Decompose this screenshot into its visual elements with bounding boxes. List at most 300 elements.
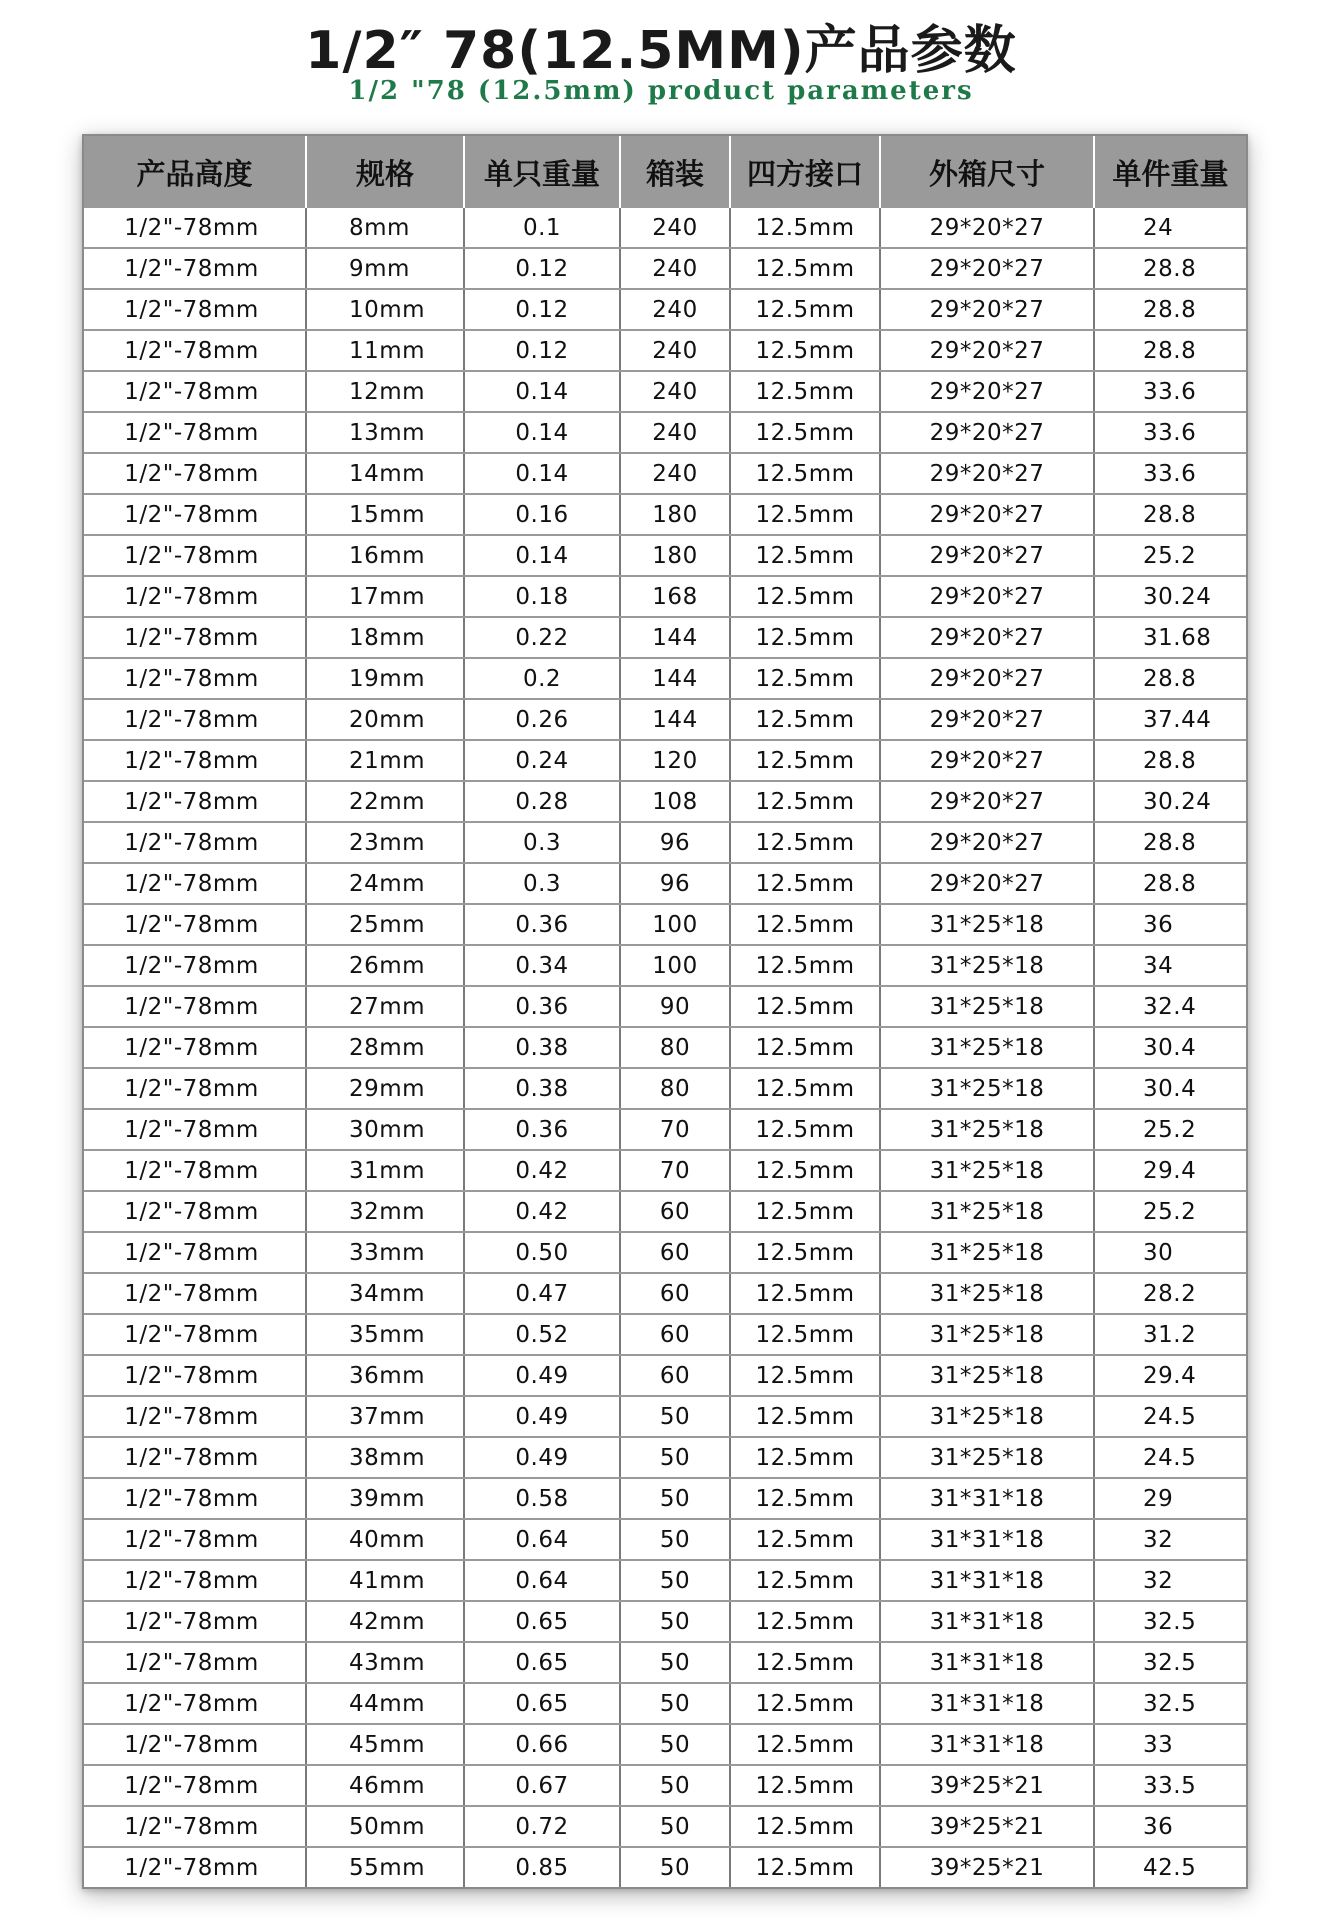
table-row: [84, 986, 1246, 1027]
carton-weight-cell: 30.24: [1094, 576, 1246, 617]
table-row: [84, 1642, 1246, 1683]
size-cell: 18mm: [306, 617, 464, 658]
carton-size-cell: 31*31*18: [880, 1683, 1094, 1724]
carton-weight-cell: 29: [1094, 1478, 1246, 1519]
product-height-cell: 1/2"-78mm: [84, 1560, 306, 1601]
table-row: [84, 248, 1246, 289]
size-cell: 28mm: [306, 1027, 464, 1068]
unit-weight-cell: 0.24: [464, 740, 620, 781]
square-drive-cell: 12.5mm: [730, 658, 880, 699]
unit-weight-cell: 0.14: [464, 535, 620, 576]
square-drive-cell: 12.5mm: [730, 1109, 880, 1150]
square-drive-cell: 12.5mm: [730, 1724, 880, 1765]
square-drive-cell: 12.5mm: [730, 371, 880, 412]
box-qty-cell: 70: [620, 1109, 730, 1150]
box-qty-cell: 240: [620, 371, 730, 412]
square-drive-cell: 12.5mm: [730, 1806, 880, 1847]
product-height-cell: 1/2"-78mm: [84, 1273, 306, 1314]
carton-weight-cell: 30.4: [1094, 1027, 1246, 1068]
table-row: [84, 1150, 1246, 1191]
product-height-cell: 1/2"-78mm: [84, 617, 306, 658]
carton-size-cell: 31*25*18: [880, 1314, 1094, 1355]
size-cell: 31mm: [306, 1150, 464, 1191]
unit-weight-cell: 0.28: [464, 781, 620, 822]
unit-weight-cell: 0.14: [464, 371, 620, 412]
size-cell: 34mm: [306, 1273, 464, 1314]
carton-weight-cell: 42.5: [1143, 1854, 1197, 1881]
square-drive-cell: 12.5mm: [730, 1355, 880, 1396]
carton-size-cell: 31*31*18: [880, 1601, 1094, 1642]
carton-size-cell: 31*25*18: [880, 1273, 1094, 1314]
square-drive-cell: 12.5mm: [730, 1068, 880, 1109]
size-cell: 10mm: [306, 289, 464, 330]
box-qty-cell: 240: [620, 330, 730, 371]
size-cell: 15mm: [306, 494, 464, 535]
unit-weight-cell: 0.34: [464, 945, 620, 986]
size-cell: 13mm: [306, 412, 464, 453]
column-header-carton-weight: 单件重量: [1094, 136, 1246, 208]
product-height-cell: 1/2"-78mm: [84, 1150, 306, 1191]
size-cell: 21mm: [306, 740, 464, 781]
box-qty-cell: 240: [620, 412, 730, 453]
carton-size-cell: 29*20*27: [880, 781, 1094, 822]
carton-size-cell: 29*20*27: [880, 822, 1094, 863]
table-row: [84, 740, 1246, 781]
unit-weight-cell: 0.16: [464, 494, 620, 535]
table-row: [84, 453, 1246, 494]
product-height-cell: 1/2"-78mm: [84, 1314, 306, 1355]
unit-weight-cell: 0.72: [464, 1806, 620, 1847]
carton-size-cell: 31*31*18: [880, 1560, 1094, 1601]
carton-weight-cell: 37.44: [1094, 699, 1246, 740]
table-row: [84, 1478, 1246, 1519]
box-qty-cell: 240: [620, 289, 730, 330]
box-qty-cell: 50: [620, 1478, 730, 1519]
product-height-cell: 1/2"-78mm: [84, 1765, 306, 1806]
box-qty-cell: 240: [620, 208, 730, 248]
box-qty-cell: 60: [620, 1232, 730, 1273]
size-cell: 25mm: [306, 904, 464, 945]
box-qty-cell: 240: [620, 248, 730, 289]
unit-weight-cell: 0.26: [464, 699, 620, 740]
parameters-table: [84, 136, 1246, 1887]
square-drive-cell: 12.5mm: [730, 289, 880, 330]
square-drive-cell: 12.5mm: [730, 699, 880, 740]
square-drive-cell: 12.5mm: [730, 904, 880, 945]
box-qty-cell: 60: [620, 1314, 730, 1355]
carton-weight-cell: 30.24: [1094, 781, 1246, 822]
product-height-cell: 1/2"-78mm: [84, 699, 306, 740]
square-drive-cell: 12.5mm: [730, 1847, 880, 1887]
box-qty-cell: 50: [620, 1724, 730, 1765]
carton-weight-cell: 24: [1094, 208, 1246, 248]
carton-size-cell: 39*25*21: [880, 1847, 1094, 1887]
unit-weight-cell: 0.47: [464, 1273, 620, 1314]
carton-weight-cell: 32.5: [1094, 1642, 1246, 1683]
product-height-cell: 1/2"-78mm: [84, 1027, 306, 1068]
box-qty-cell: 80: [620, 1027, 730, 1068]
carton-size-cell: 31*25*18: [880, 1027, 1094, 1068]
table-header-row: [84, 136, 1246, 208]
carton-weight-cell: 36: [1094, 904, 1246, 945]
product-height-cell: 1/2"-78mm: [84, 1519, 306, 1560]
table-row: [84, 699, 1246, 740]
carton-size-cell: 31*25*18: [880, 1191, 1094, 1232]
table-row: [84, 822, 1246, 863]
product-height-cell: 1/2"-78mm: [84, 1724, 306, 1765]
table-row: [84, 494, 1246, 535]
carton-weight-cell: 28.8: [1094, 740, 1246, 781]
square-drive-cell: 12.5mm: [730, 1273, 880, 1314]
unit-weight-cell: 0.3: [464, 822, 620, 863]
box-qty-cell: 240: [620, 453, 730, 494]
box-qty-cell: 60: [620, 1191, 730, 1232]
unit-weight-cell: 0.49: [464, 1355, 620, 1396]
square-drive-cell: 12.5mm: [730, 1191, 880, 1232]
table-row: [84, 1765, 1246, 1806]
product-height-cell: 1/2"-78mm: [84, 412, 306, 453]
page-subtitle: 1/2 "78 (12.5mm) product parameters: [348, 76, 974, 106]
box-qty-cell: 70: [620, 1150, 730, 1191]
box-qty-cell: 180: [620, 535, 730, 576]
size-cell: 12mm: [306, 371, 464, 412]
carton-weight-cell: 33.6: [1094, 453, 1246, 494]
carton-weight-cell: 33.6: [1094, 412, 1246, 453]
unit-weight-cell: 0.64: [464, 1560, 620, 1601]
size-cell: 46mm: [306, 1765, 464, 1806]
square-drive-cell: 12.5mm: [730, 453, 880, 494]
product-height-cell: 1/2"-78mm: [84, 863, 306, 904]
carton-size-cell: 31*25*18: [880, 986, 1094, 1027]
unit-weight-cell: 0.85: [464, 1847, 620, 1887]
carton-weight-cell: 32.5: [1094, 1683, 1246, 1724]
product-height-cell: 1/2"-78mm: [84, 1683, 306, 1724]
product-height-cell: 1/2"-78mm: [84, 535, 306, 576]
size-cell: 35mm: [306, 1314, 464, 1355]
carton-size-cell: 29*20*27: [880, 617, 1094, 658]
carton-size-cell: 29*20*27: [880, 453, 1094, 494]
unit-weight-cell: 0.65: [464, 1601, 620, 1642]
box-qty-cell: 144: [620, 658, 730, 699]
product-height-cell: 1/2"-78mm: [84, 248, 306, 289]
carton-size-cell: 31*31*18: [880, 1519, 1094, 1560]
size-cell: 14mm: [306, 453, 464, 494]
box-qty-cell: 50: [620, 1396, 730, 1437]
size-cell: 43mm: [306, 1642, 464, 1683]
carton-size-cell: 29*20*27: [880, 658, 1094, 699]
unit-weight-cell: 0.36: [464, 1109, 620, 1150]
product-height-cell: 1/2"-78mm: [84, 1396, 306, 1437]
box-qty-cell: 50: [620, 1683, 730, 1724]
box-qty-cell: 50: [620, 1806, 730, 1847]
unit-weight-cell: 0.38: [464, 1027, 620, 1068]
box-qty-cell: 180: [620, 494, 730, 535]
square-drive-cell: 12.5mm: [730, 1232, 880, 1273]
table-row: [84, 1396, 1246, 1437]
box-qty-cell: 96: [620, 822, 730, 863]
unit-weight-cell: 0.49: [464, 1437, 620, 1478]
size-cell: 39mm: [306, 1478, 464, 1519]
carton-weight-cell: 32: [1094, 1560, 1246, 1601]
unit-weight-cell: 0.65: [464, 1642, 620, 1683]
carton-weight-cell: 32: [1094, 1519, 1246, 1560]
box-qty-cell: 50: [620, 1437, 730, 1478]
table-body: [84, 208, 1246, 1887]
carton-size-cell: 39*25*21: [880, 1806, 1094, 1847]
table-row: [84, 330, 1246, 371]
size-cell: 30mm: [306, 1109, 464, 1150]
unit-weight-cell: 0.2: [464, 658, 620, 699]
unit-weight-cell: 0.1: [464, 208, 620, 248]
carton-size-cell: 29*20*27: [880, 208, 1094, 248]
unit-weight-cell: 0.64: [464, 1519, 620, 1560]
parameters-table-container: [82, 134, 1248, 1889]
table-row: [84, 1724, 1246, 1765]
table-row: [84, 1601, 1246, 1642]
carton-weight-cell: 33: [1094, 1724, 1246, 1765]
square-drive-cell: 12.5mm: [730, 576, 880, 617]
carton-weight-cell: 34: [1094, 945, 1246, 986]
carton-weight-cell: 24.5: [1094, 1396, 1246, 1437]
square-drive-cell: 12.5mm: [730, 535, 880, 576]
square-drive-cell: 12.5mm: [730, 986, 880, 1027]
carton-weight-cell: 31.68: [1094, 617, 1246, 658]
carton-weight-cell: 28.8: [1094, 248, 1246, 289]
carton-weight-cell: 28.8: [1094, 822, 1246, 863]
carton-weight-cell: 28.8: [1094, 863, 1246, 904]
unit-weight-cell: 0.67: [464, 1765, 620, 1806]
size-cell: 19mm: [306, 658, 464, 699]
box-qty-cell: 96: [620, 863, 730, 904]
product-height-cell: 1/2"-78mm: [84, 740, 306, 781]
size-cell: 38mm: [306, 1437, 464, 1478]
product-height-cell: 1/2"-78mm: [84, 822, 306, 863]
table-row: [84, 781, 1246, 822]
carton-weight-cell: 24.5: [1094, 1437, 1246, 1478]
size-cell: 26mm: [306, 945, 464, 986]
square-drive-cell: 12.5mm: [730, 330, 880, 371]
table-row: [84, 1683, 1246, 1724]
square-drive-cell: 12.5mm: [730, 1560, 880, 1601]
table-row: [84, 1027, 1246, 1068]
square-drive-cell: 12.5mm: [730, 1478, 880, 1519]
unit-weight-cell: 0.50: [464, 1232, 620, 1273]
size-cell: 41mm: [306, 1560, 464, 1601]
carton-weight-cell: 25.2: [1094, 1191, 1246, 1232]
square-drive-cell: 12.5mm: [730, 1642, 880, 1683]
carton-weight-cell: 28.8: [1094, 289, 1246, 330]
product-height-cell: 1/2"-78mm: [84, 1478, 306, 1519]
size-cell: 32mm: [306, 1191, 464, 1232]
unit-weight-cell: 0.38: [464, 1068, 620, 1109]
product-height-cell: 1/2"-78mm: [84, 1806, 306, 1847]
carton-weight-cell: 30: [1094, 1232, 1246, 1273]
table-row: [84, 945, 1246, 986]
table-row: [84, 1314, 1246, 1355]
carton-weight-cell: 28.2: [1094, 1273, 1246, 1314]
unit-weight-cell: 0.58: [464, 1478, 620, 1519]
carton-weight-cell: 28.8: [1094, 330, 1246, 371]
unit-weight-cell: 0.36: [464, 986, 620, 1027]
table-row: [84, 535, 1246, 576]
column-header-square-drive: 四方接口: [730, 136, 880, 208]
table-row: [84, 1068, 1246, 1109]
carton-weight-cell: 31.2: [1094, 1314, 1246, 1355]
square-drive-cell: 12.5mm: [730, 1519, 880, 1560]
carton-size-cell: 29*20*27: [880, 371, 1094, 412]
box-qty-cell: 100: [620, 945, 730, 986]
size-cell: 40mm: [306, 1519, 464, 1560]
table-row: [84, 617, 1246, 658]
size-cell: 42mm: [306, 1601, 464, 1642]
column-header-carton-size: 外箱尺寸: [880, 136, 1094, 208]
square-drive-cell: 12.5mm: [730, 863, 880, 904]
box-qty-cell: 100: [620, 904, 730, 945]
unit-weight-cell: 0.66: [464, 1724, 620, 1765]
box-qty-cell: 50: [620, 1601, 730, 1642]
product-height-cell: 1/2"-78mm: [84, 371, 306, 412]
carton-size-cell: 31*25*18: [880, 1437, 1094, 1478]
unit-weight-cell: 0.14: [464, 412, 620, 453]
product-height-cell: 1/2"-78mm: [84, 945, 306, 986]
carton-size-cell: 31*25*18: [880, 904, 1094, 945]
size-cell: 22mm: [306, 781, 464, 822]
column-header-size: 规格: [306, 136, 464, 208]
square-drive-cell: 12.5mm: [730, 1601, 880, 1642]
carton-size-cell: 29*20*27: [880, 248, 1094, 289]
box-qty-cell: 168: [620, 576, 730, 617]
product-height-cell: 1/2"-78mm: [84, 289, 306, 330]
carton-size-cell: 39*25*21: [880, 1765, 1094, 1806]
table-row: [84, 1806, 1246, 1847]
size-cell: 20mm: [306, 699, 464, 740]
unit-weight-cell: 0.22: [464, 617, 620, 658]
box-qty-cell: 80: [620, 1068, 730, 1109]
box-qty-cell: 60: [620, 1355, 730, 1396]
size-cell: 45mm: [306, 1724, 464, 1765]
square-drive-cell: 12.5mm: [730, 248, 880, 289]
square-drive-cell: 12.5mm: [730, 1683, 880, 1724]
carton-size-cell: 29*20*27: [880, 494, 1094, 535]
product-height-cell: 1/2"-78mm: [84, 453, 306, 494]
square-drive-cell: 12.5mm: [730, 822, 880, 863]
carton-weight-cell: 29.4: [1094, 1355, 1246, 1396]
box-qty-cell: 60: [620, 1273, 730, 1314]
size-cell: 11mm: [306, 330, 464, 371]
table-row: [84, 1355, 1246, 1396]
carton-size-cell: 29*20*27: [880, 535, 1094, 576]
square-drive-cell: 12.5mm: [730, 1027, 880, 1068]
carton-size-cell: 29*20*27: [880, 576, 1094, 617]
table-row: [84, 904, 1246, 945]
box-qty-cell: 144: [620, 699, 730, 740]
size-cell: 29mm: [306, 1068, 464, 1109]
square-drive-cell: 12.5mm: [730, 208, 880, 248]
carton-size-cell: 31*25*18: [880, 1150, 1094, 1191]
table-row: [84, 1109, 1246, 1150]
product-height-cell: 1/2"-78mm: [84, 1068, 306, 1109]
page-title: 1/2″ 78(12.5MM)产品参数: [305, 21, 1017, 81]
carton-weight-cell: 36: [1094, 1806, 1246, 1847]
unit-weight-cell: 0.3: [464, 863, 620, 904]
box-qty-cell: 90: [620, 986, 730, 1027]
table-row: [84, 1191, 1246, 1232]
carton-weight-cell: 30.4: [1094, 1068, 1246, 1109]
carton-size-cell: 29*20*27: [880, 863, 1094, 904]
carton-weight-cell: 33.5: [1094, 1765, 1246, 1806]
carton-size-cell: 31*25*18: [880, 1068, 1094, 1109]
table-row: [84, 289, 1246, 330]
carton-size-cell: 31*31*18: [880, 1478, 1094, 1519]
carton-size-cell: 29*20*27: [880, 289, 1094, 330]
size-cell: 16mm: [306, 535, 464, 576]
table-row: [84, 208, 1246, 248]
carton-size-cell: 29*20*27: [880, 412, 1094, 453]
box-qty-cell: 50: [620, 1519, 730, 1560]
unit-weight-cell: 0.65: [464, 1683, 620, 1724]
size-cell: 44mm: [306, 1683, 464, 1724]
carton-size-cell: 29*20*27: [880, 330, 1094, 371]
carton-size-cell: 31*25*18: [880, 945, 1094, 986]
table-row: [84, 1847, 1246, 1887]
carton-size-cell: 31*25*18: [880, 1232, 1094, 1273]
carton-size-cell: 31*25*18: [880, 1109, 1094, 1150]
product-height-cell: 1/2"-78mm: [84, 986, 306, 1027]
product-height-cell: 1/2"-78mm: [84, 904, 306, 945]
box-qty-cell: 50: [620, 1847, 730, 1887]
table-row: [84, 412, 1246, 453]
product-height-cell: 1/2"-78mm: [84, 1601, 306, 1642]
square-drive-cell: 12.5mm: [730, 412, 880, 453]
size-cell: 8mm: [306, 208, 464, 248]
carton-size-cell: 31*31*18: [880, 1724, 1094, 1765]
size-cell: 9mm: [306, 248, 464, 289]
product-height-cell: 1/2"-78mm: [84, 1191, 306, 1232]
carton-weight-cell: 32.4: [1094, 986, 1246, 1027]
box-qty-cell: 50: [620, 1765, 730, 1806]
product-height-cell: 1/2"-78mm: [84, 208, 306, 248]
square-drive-cell: 12.5mm: [730, 494, 880, 535]
box-qty-cell: 108: [620, 781, 730, 822]
size-cell: 55mm: [306, 1847, 464, 1887]
table-row: [84, 1560, 1246, 1601]
product-height-cell: 1/2"-78mm: [84, 494, 306, 535]
product-height-cell: 1/2"-78mm: [84, 658, 306, 699]
table-row: [84, 658, 1246, 699]
box-qty-cell: 120: [620, 740, 730, 781]
square-drive-cell: 12.5mm: [730, 1396, 880, 1437]
table-row: [84, 863, 1246, 904]
box-qty-cell: 50: [620, 1560, 730, 1601]
carton-weight-cell: 28.8: [1094, 658, 1246, 699]
size-cell: 24mm: [306, 863, 464, 904]
square-drive-cell: 12.5mm: [730, 1437, 880, 1478]
carton-weight-cell: 33.6: [1094, 371, 1246, 412]
column-header-unit-weight: 单只重量: [464, 136, 620, 208]
column-header-box-qty: 箱装: [620, 136, 730, 208]
square-drive-cell: 12.5mm: [730, 1765, 880, 1806]
unit-weight-cell: 0.12: [464, 248, 620, 289]
square-drive-cell: 12.5mm: [730, 740, 880, 781]
table-row: [84, 371, 1246, 412]
carton-size-cell: 31*31*18: [880, 1642, 1094, 1683]
unit-weight-cell: 0.52: [464, 1314, 620, 1355]
size-cell: 36mm: [306, 1355, 464, 1396]
product-height-cell: 1/2"-78mm: [84, 1232, 306, 1273]
carton-size-cell: 31*25*18: [880, 1396, 1094, 1437]
table-row: [84, 1273, 1246, 1314]
unit-weight-cell: 0.12: [464, 289, 620, 330]
